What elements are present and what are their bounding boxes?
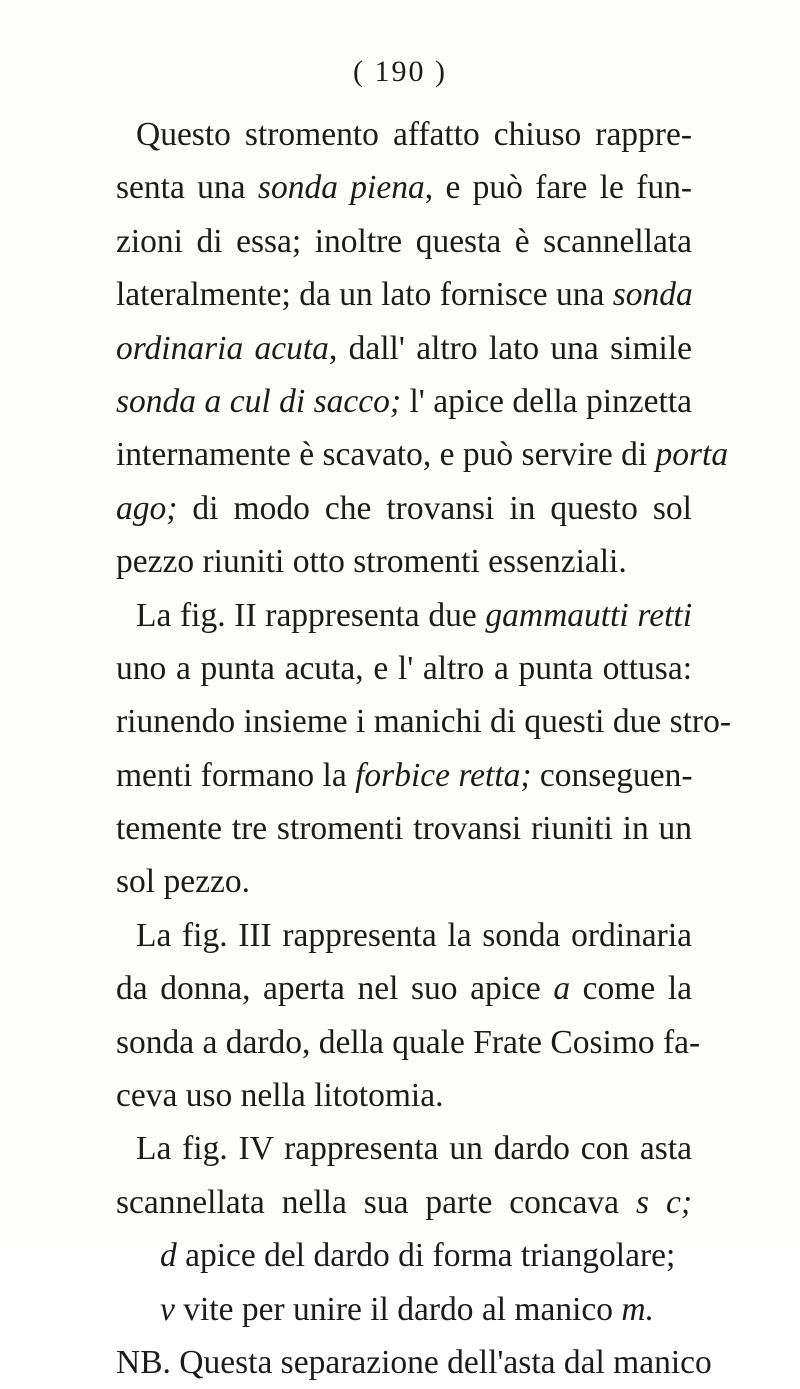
text-line: La fig. III rappresenta la sonda ordinaria: [136, 916, 692, 954]
text-line: ordinaria acuta, dall' altro lato una simile: [116, 329, 692, 367]
text-line: sonda a cul di sacco; l' apice della pinzetta: [116, 382, 692, 420]
text-line: sol pezzo.: [116, 863, 250, 901]
text-line: sonda a dardo, della quale Frate Cosimo fa-: [116, 1023, 701, 1061]
text-line: Questo stromento affatto chiuso rappre-: [136, 116, 692, 153]
text-line: riunendo insieme i manichi di questi due stro-: [116, 703, 731, 741]
body-text: [116, 108, 731, 1389]
text-line: La fig. IV rappresenta un dardo con asta: [136, 1130, 692, 1168]
text-line: NB. Questa separazione dell'asta dal manico: [116, 1343, 712, 1381]
page-number: ( 190 ): [353, 55, 447, 88]
text-line: temente tre stromenti trovansi riuniti in un: [116, 810, 692, 848]
text-line: pezzo riuniti otto stromenti essenziali.: [116, 543, 627, 581]
text-line: da donna, aperta nel suo apice a come la: [116, 970, 692, 1008]
text-line: lateralmente; da un lato fornisce una sonda: [116, 276, 693, 314]
text-line: d apice del dardo di forma triangolare;: [160, 1237, 676, 1275]
text-line: scannellata nella sua parte concava s c;: [116, 1183, 692, 1221]
text-line: uno a punta acuta, e l' altro a punta ottusa:: [116, 649, 692, 687]
text-line: zioni di essa; inoltre questa è scannellata: [116, 222, 692, 260]
text-line: v vite per unire il dardo al manico m.: [160, 1290, 654, 1328]
text-line: ceva uso nella litotomia.: [116, 1077, 444, 1115]
text-line: La fig. II rappresenta due gammautti retti: [136, 596, 692, 634]
text-line: menti formano la forbice retta; conseguen-: [116, 756, 693, 794]
text-line: internamente è scavato, e può servire di porta: [116, 436, 729, 474]
text-line: senta una sonda piena, e può fare le fun-: [116, 169, 693, 207]
text-line: ago; di modo che trovansi in questo sol: [116, 489, 692, 527]
